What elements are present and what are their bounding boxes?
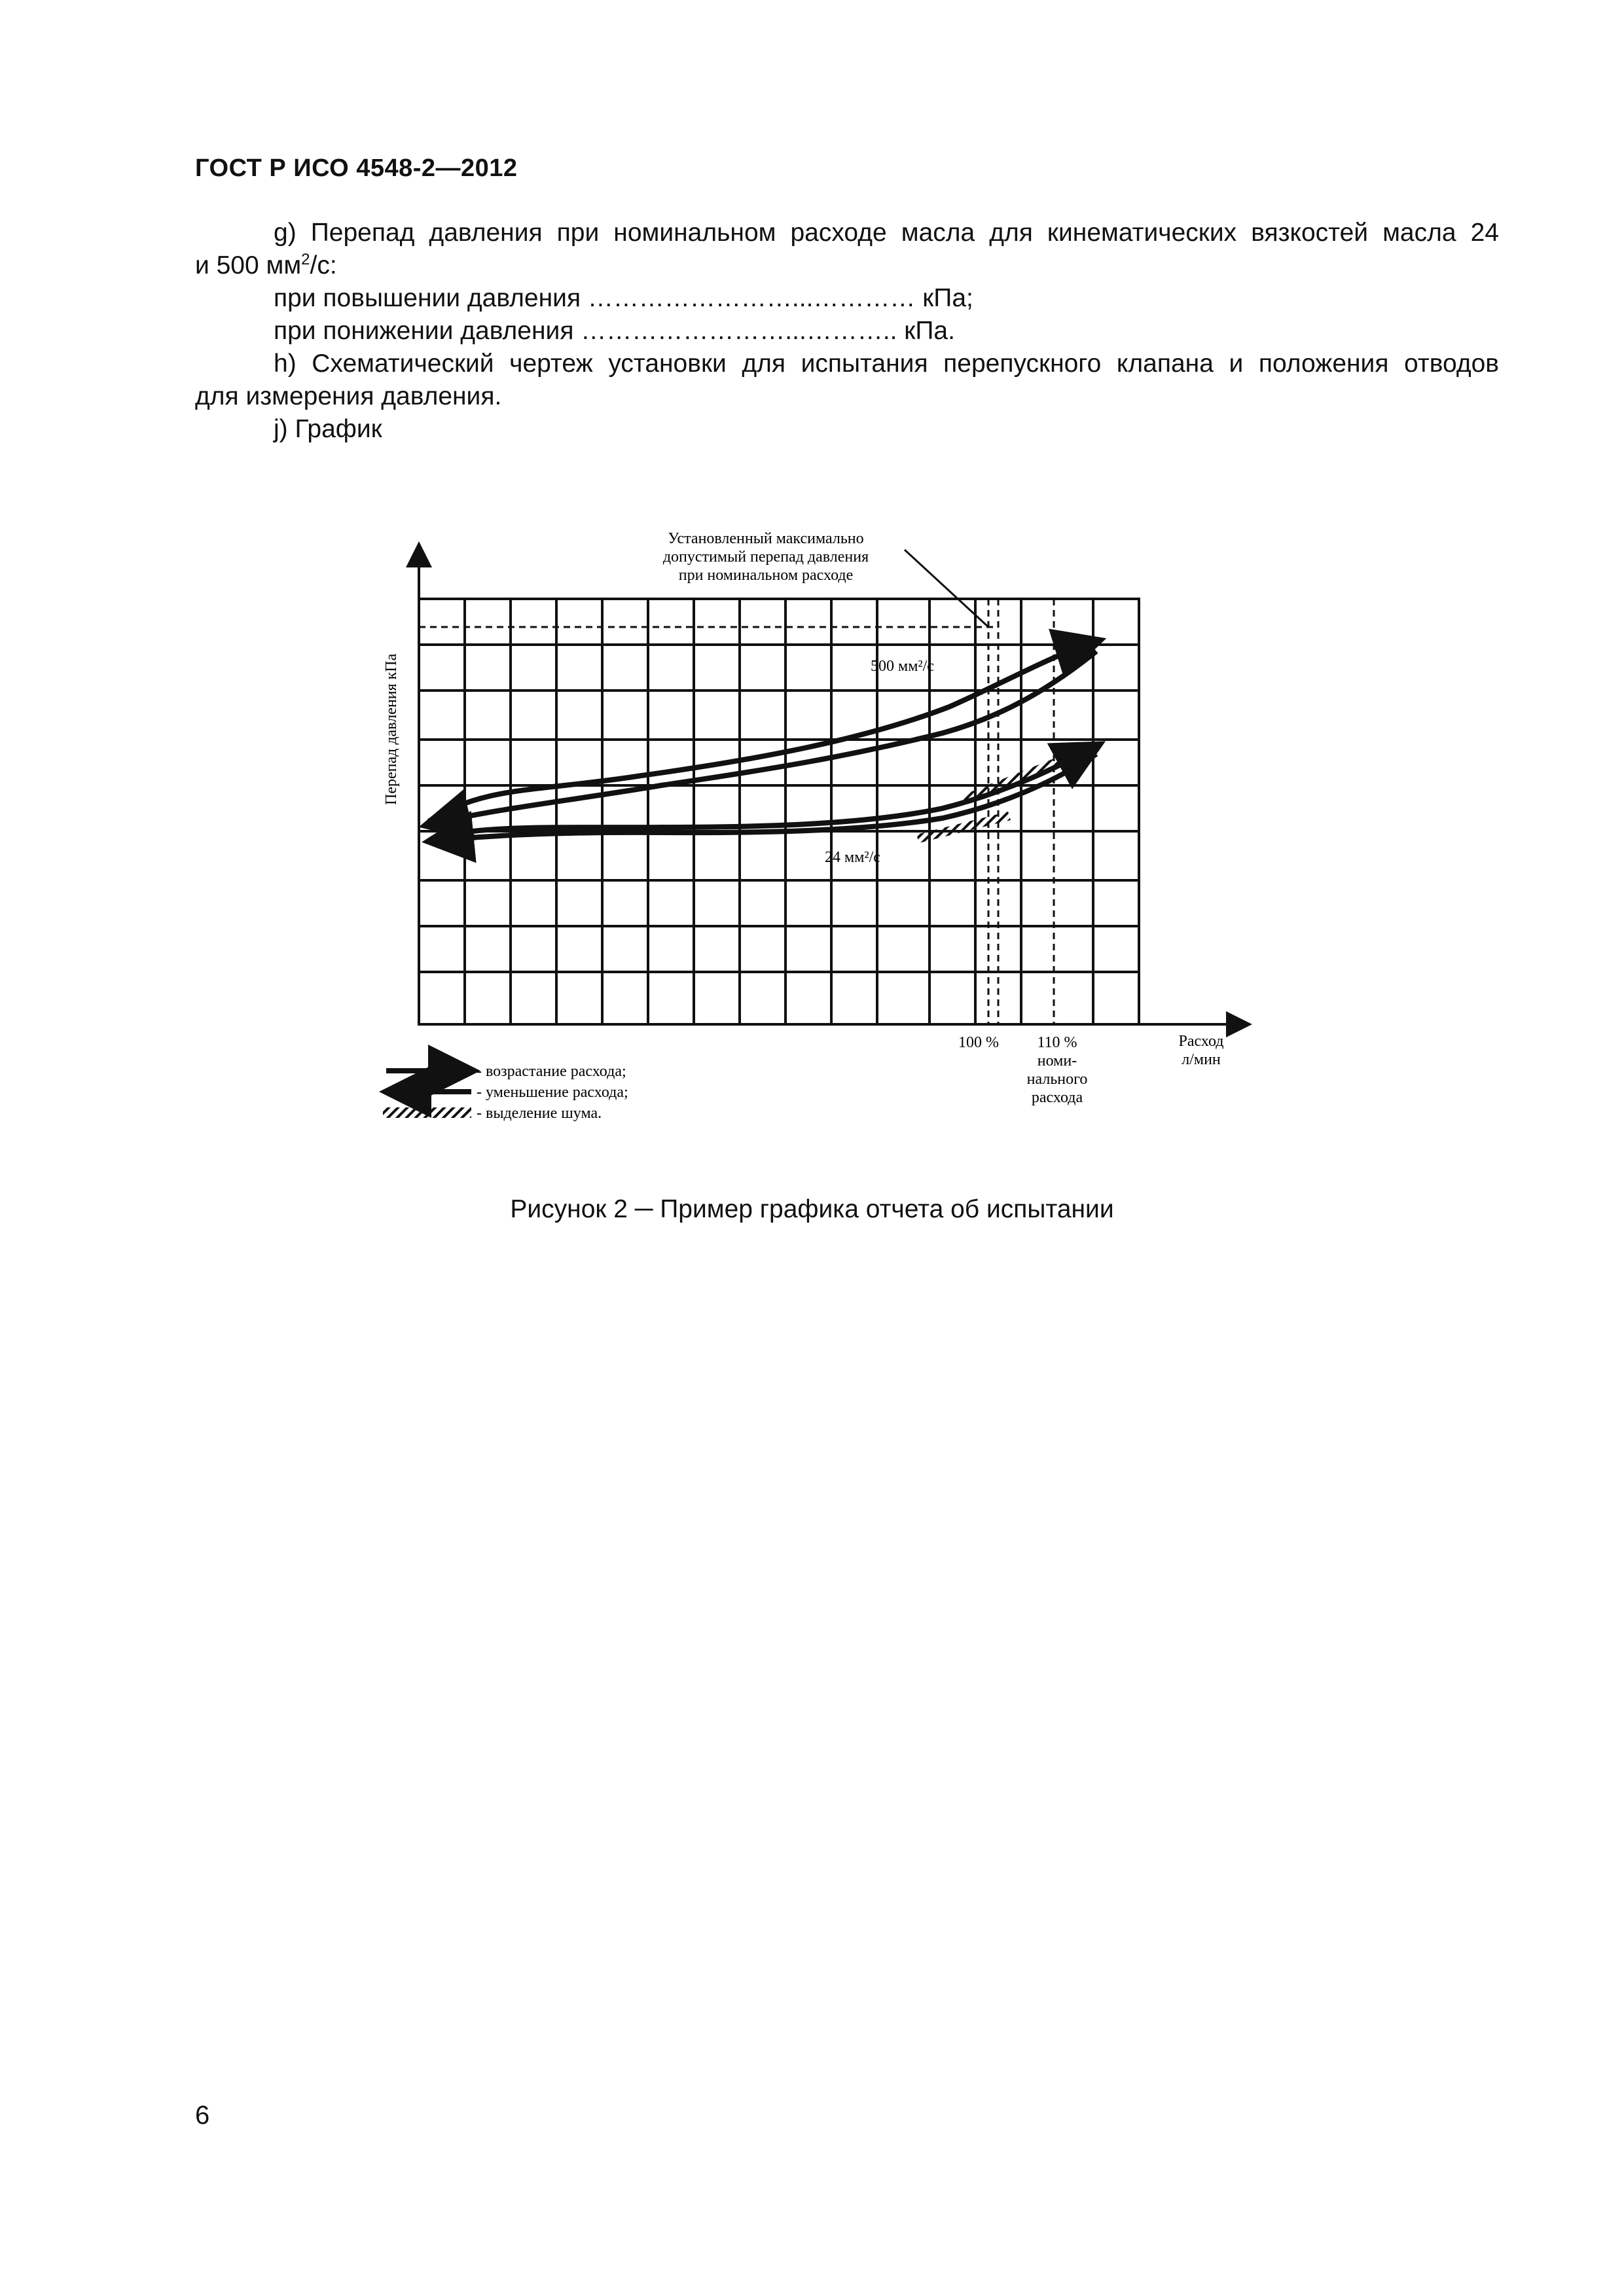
figure-caption: Рисунок 2 ─ Пример графика отчета об испытании — [510, 1195, 1114, 1223]
annotation-leader-line — [905, 550, 988, 627]
item-h-line2: для измерения давления. — [195, 382, 502, 410]
item-h-line1: h) Схематический чертеж установки для испытания перепускного клапана и положения отводов — [274, 350, 1499, 378]
legend-decrease: - уменьшение расхода; — [477, 1084, 628, 1101]
series-500-curves — [429, 641, 1096, 825]
test-report-chart — [367, 517, 1270, 1145]
x-mark-100: 100 % — [958, 1034, 999, 1051]
legend-noise-swatch — [383, 1107, 471, 1118]
x-mark-note-3: расхода — [1031, 1089, 1083, 1106]
document-code: ГОСТ Р ИСО 4548-2—2012 — [195, 154, 518, 182]
legend-increase: - возрастание расхода; — [477, 1063, 626, 1080]
pressure-rising-line: при повышении давления ……………………...………… кПа; — [274, 284, 973, 312]
series-24-curves — [432, 746, 1096, 841]
x-mark-note-1: номи- — [1037, 1052, 1077, 1069]
x-mark-110: 110 % — [1037, 1034, 1077, 1051]
max-drop-annotation — [663, 530, 988, 627]
chart-grid — [419, 599, 1139, 1024]
page-number: 6 — [195, 2101, 210, 2130]
x-mark-note-2: нального — [1026, 1071, 1088, 1088]
x-axis-label-1: Расход — [1178, 1033, 1224, 1050]
item-g-line2-unit: /с: — [310, 251, 337, 279]
chart-legend — [383, 1063, 628, 1122]
item-g-line2-text: и 500 мм — [195, 251, 302, 279]
annotation-line-3: при номинальном расходе — [678, 567, 854, 584]
item-g-line1: g) Перепад давления при номинальном расходе масла для кинематических вязкостей масла 24 — [274, 219, 1499, 247]
noise-hatching — [916, 743, 1096, 843]
item-j: j) График — [274, 415, 382, 443]
series-label-24: 24 мм²/с — [825, 849, 880, 866]
limit-lines — [419, 599, 1054, 1024]
superscript-2: 2 — [301, 251, 310, 268]
legend-noise: - выделение шума. — [477, 1105, 602, 1122]
y-axis-label: Перепад давления кПа — [383, 653, 400, 805]
pressure-falling-line: при понижении давления ……………………...……….. кПа. — [274, 317, 955, 345]
annotation-line-2: допустимый перепад давления — [662, 548, 869, 565]
series-label-500: 500 мм²/с — [871, 658, 934, 675]
annotation-line-1: Установленный максимально — [668, 530, 864, 547]
x-axis-label-2: л/мин — [1182, 1051, 1221, 1068]
item-g-line2 — [195, 249, 337, 282]
